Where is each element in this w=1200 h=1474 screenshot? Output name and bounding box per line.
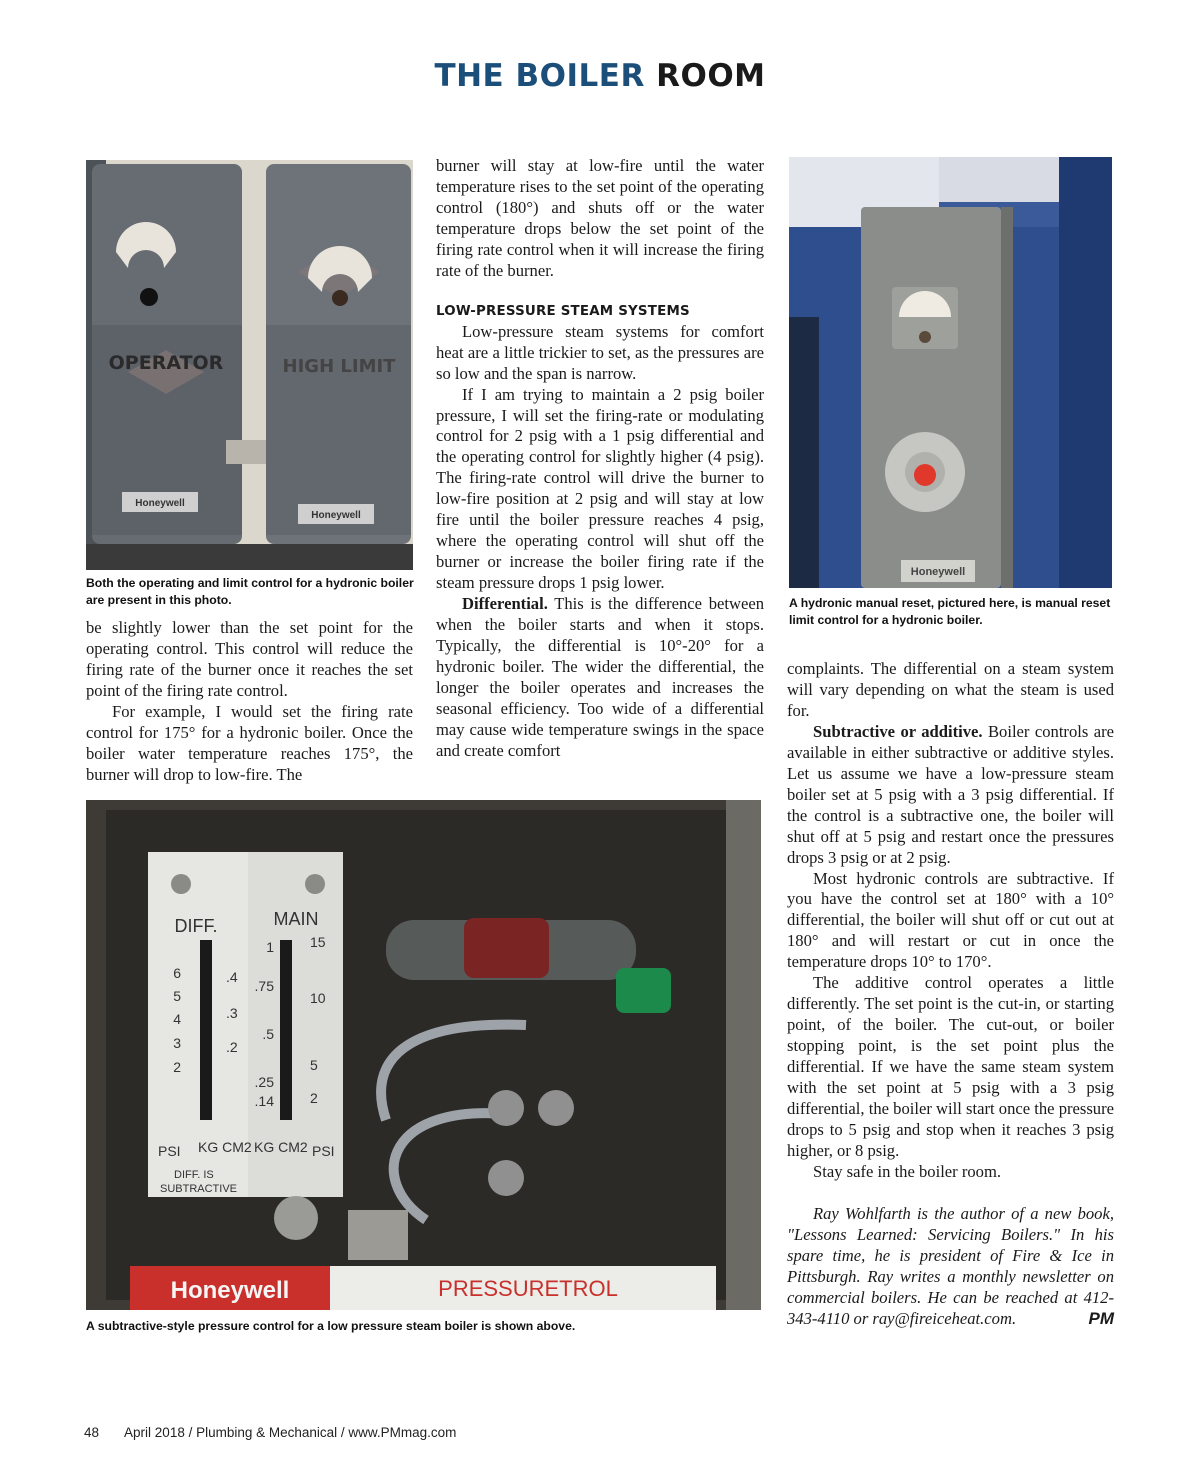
col3-paragraph-5: Stay safe in the boiler room.: [813, 1161, 1002, 1181]
photo-manual-reset: [789, 157, 1112, 588]
col2-paragraph-4: [436, 594, 764, 762]
col3-paragraph-4: The additive control operates a little differently. The set point is the cut-in, or starting point, of the boiler. The cut-out, or boiler stopping point, is the set point plus the differential. If we have the same steam system with the set point at 5 psig with a 3 psig differential, the boiler will start once the pressure drops to 5 psig and stop when it reaches 3 psig higher, or 8 psig.: [787, 973, 1114, 1160]
header-title-part1: THE BOILER: [434, 58, 645, 94]
svg-text:.2: .2: [226, 1039, 238, 1055]
page-number: 48: [84, 1425, 100, 1440]
col2-paragraph-1: burner will stay at low-fire until the water temperature rises to the set point of the operating control (180°) and shuts off or the water temperature drops below the set point of the firing rate control when it will increase the firing rate of the burner.: [436, 156, 764, 280]
brand-pressuretrol: Honeywell: [170, 1277, 290, 1304]
svg-text:.14: .14: [254, 1093, 274, 1109]
photo1-caption: Both the operating and limit control for a hydronic boiler are present in this photo.: [86, 576, 414, 607]
brand-left: Honeywell: [135, 498, 185, 509]
svg-text:DIFF. IS: DIFF. IS: [174, 1169, 214, 1181]
svg-text:PSI: PSI: [312, 1143, 335, 1159]
differential-lead: Differential.: [462, 594, 548, 614]
photo-pressuretrol: [86, 800, 761, 1310]
label-high-limit: HIGH LIMIT: [282, 356, 396, 377]
section-header: [0, 58, 1200, 94]
svg-text:15: 15: [310, 934, 326, 950]
svg-text:SUBTRACTIVE: SUBTRACTIVE: [160, 1183, 238, 1195]
svg-text:KG CM2: KG CM2: [198, 1139, 252, 1155]
svg-text:4: 4: [173, 1011, 181, 1027]
end-mark: PM: [1088, 1308, 1114, 1328]
svg-text:2: 2: [173, 1059, 181, 1075]
svg-text:.3: .3: [226, 1005, 238, 1021]
svg-text:1: 1: [266, 939, 274, 955]
column-1: [86, 618, 413, 786]
svg-text:5: 5: [310, 1057, 318, 1073]
column-3: [787, 659, 1114, 1330]
label-diff: DIFF.: [174, 916, 218, 936]
photo3-caption: A subtractive-style pressure control for a low pressure steam boiler is shown above.: [86, 1319, 576, 1333]
svg-text:6: 6: [173, 965, 181, 981]
author-bio: [787, 1204, 1114, 1330]
label-operator: OPERATOR: [108, 352, 224, 374]
col1-paragraph-1: be slightly lower than the set point for the operating control. This control will reduce the firing rate of the burner once it reaches the set point of the firing rate control.: [86, 618, 413, 700]
header-title-part2: ROOM: [656, 58, 766, 94]
photo2-caption: A hydronic manual reset, pictured here, is manual reset limit control for a hydronic boiler.: [789, 596, 1111, 627]
label-main: MAIN: [273, 909, 319, 929]
col2-paragraph-2: Low-pressure steam systems for comfort heat are a little trickier to set, as the pressures are so low and the span is narrow.: [436, 321, 764, 383]
column-2: [436, 156, 764, 762]
photo-operator-highlimit: [86, 160, 413, 570]
subtractive-lead: Subtractive or additive.: [813, 721, 983, 741]
svg-text:.4: .4: [226, 969, 238, 985]
brand-reset: Honeywell: [910, 566, 966, 578]
col1-paragraph-2: For example, I would set the firing rate control for 175° for a hydronic boiler. Once the boiler water temperature reaches 175°, the burner will drop to low-fire. The: [86, 701, 413, 784]
author-bio-text: Ray Wohlfarth is the author of a new book, "Lessons Learned: Servicing Boilers." In his spare time, he is president of Fire & Ice in Pittsburgh. Ray writes a monthly newsletter on commercial boilers. He can be reached at 412-343-4110 or ray@fireiceheat.com.: [787, 1203, 1114, 1328]
svg-text:KG CM2: KG CM2: [254, 1139, 308, 1155]
subtractive-text: Boiler controls are available in either subtractive or additive styles. Let us assume we have a low-pressure steam boiler set at 5 psig with a 3 psig differential. If the control is a subtractive one, the boiler will shut off at 5 psig and restart once the pressures drops 3 psig or at 2 psig.: [787, 721, 1114, 867]
label-pressuretrol: PRESSURETROL: [438, 1276, 618, 1301]
col3-paragraph-2: [787, 722, 1114, 869]
footer-text: April 2018 / Plumbing & Mechanical / www.PMmag.com: [124, 1425, 457, 1440]
svg-text:5: 5: [173, 988, 181, 1004]
svg-text:2: 2: [310, 1090, 318, 1106]
svg-text:10: 10: [310, 990, 326, 1006]
col3-paragraph-3: Most hydronic controls are subtractive. If you have the control set at 180° with a 10° differential, the boiler will shut off or cut out at 180° and will restart or cut in once the temperature drops 10° to 170°.: [787, 868, 1114, 972]
brand-right: Honeywell: [311, 510, 361, 521]
differential-text: This is the difference between when the boiler starts and when it stops. Typically, the differential is 10°-20° for a hydronic boiler. The wider the differential, the longer the boiler operates and increases the seasonal efficiency. Too wide of a differential may cause wide temperature swings in the space and create comfort: [436, 594, 764, 760]
svg-text:PSI: PSI: [158, 1143, 181, 1159]
col2-paragraph-3: If I am trying to maintain a 2 psig boiler pressure, I will set the firing-rate or modulating control for 2 psig with a 1 psig differential and the operating control for slightly higher (4 psig). The firing-rate control will drive the burner to low-fire position at 2 psig and will stay at low fire until the boiler pressure reaches 4 psig, where the operating control will shut off the burner or increase the boiler firing rate if the steam pressure drops 1 psig lower.: [436, 384, 764, 593]
svg-text:3: 3: [173, 1035, 181, 1051]
reset-button-text: PUSH BUTTON TO RESET SWITCH: [925, 537, 942, 538]
svg-text:.5: .5: [262, 1026, 274, 1042]
col3-paragraph-1: complaints. The differential on a steam system will vary depending on what the steam is used for.: [787, 659, 1114, 720]
page-footer: [84, 1425, 456, 1440]
svg-text:.75: .75: [254, 978, 274, 994]
svg-text:.25: .25: [254, 1074, 274, 1090]
col2-heading: LOW-PRESSURE STEAM SYSTEMS: [436, 303, 690, 319]
